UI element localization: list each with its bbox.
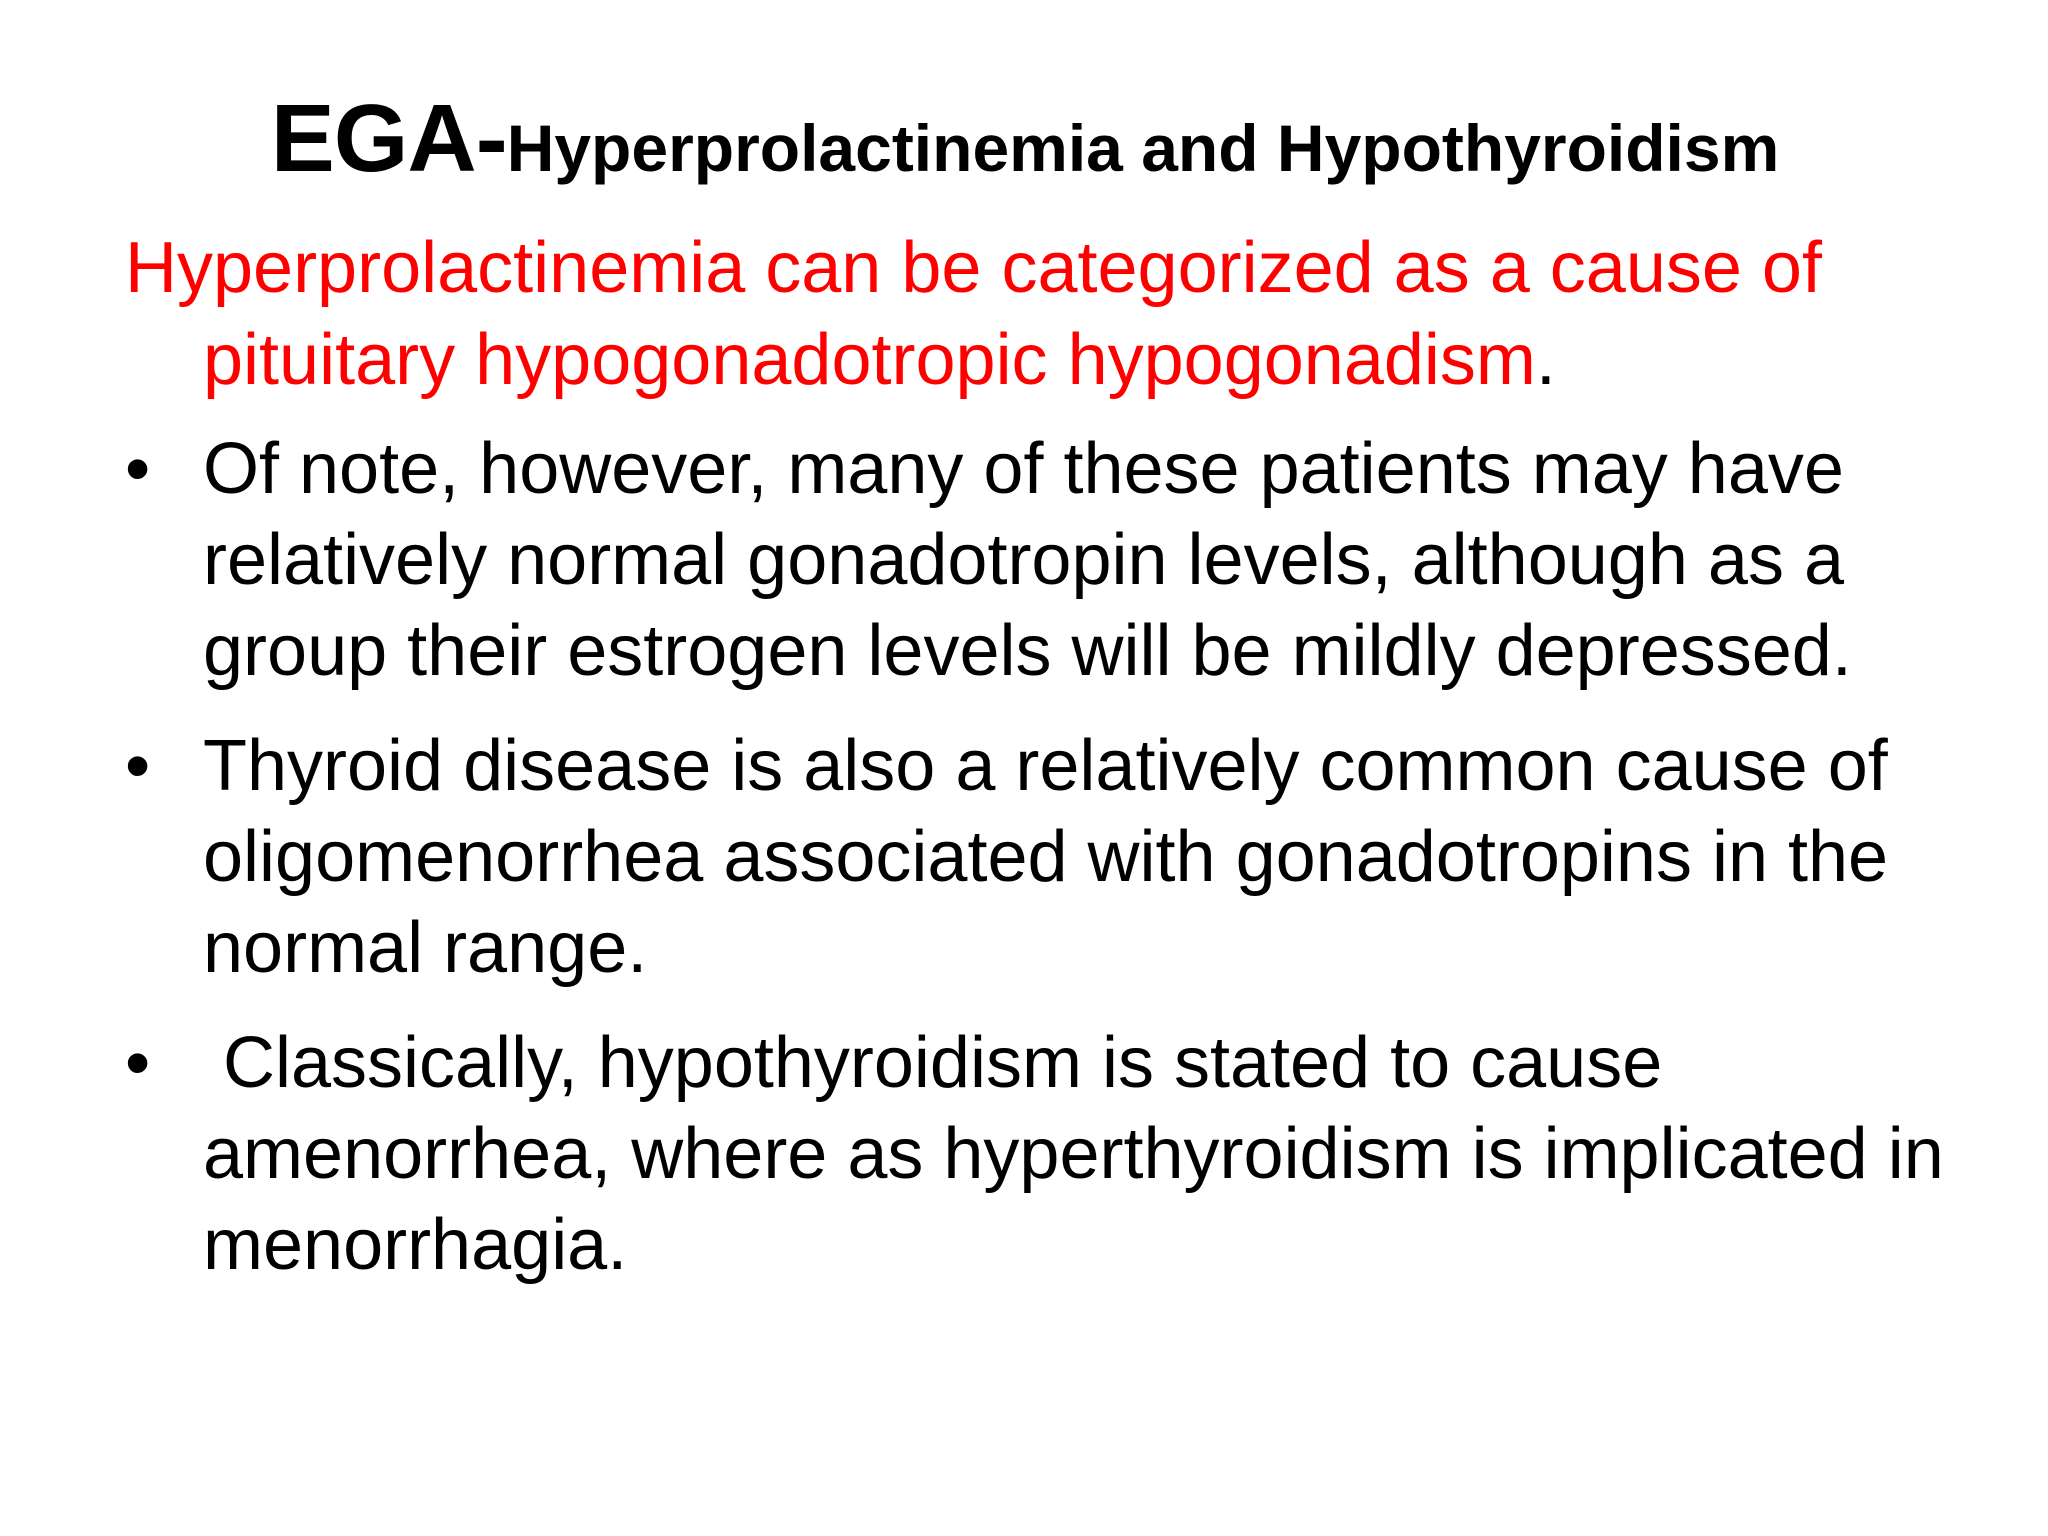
- intro-text: Hyperprolactinemia can be categorized as a cause of pituitary hypogonadotropic hypogonadism: [125, 228, 1822, 400]
- slide-title: [120, 86, 1930, 192]
- bullet-list: [125, 424, 1955, 1315]
- bullet-marker: •: [125, 726, 151, 806]
- title-suffix: Hyperprolactinemia and Hypothyroidism: [506, 111, 1780, 185]
- bullet-text: Classically, hypothyroidism is stated to cause amenorrhea, where as hyperthyroidism is implicated in menorrhagia.: [203, 1023, 1944, 1285]
- bullet-item: [125, 424, 1955, 697]
- bullet-marker: •: [125, 1023, 151, 1103]
- bullet-text: Thyroid disease is also a relatively common cause of oligomenorrhea associated with gonadotropins in the normal range.: [203, 726, 1889, 988]
- title-prefix: EGA-: [270, 85, 507, 192]
- bullet-text: Of note, however, many of these patients may have relatively normal gonadotropin levels, although as a group their estrogen levels will be mildly depressed.: [203, 429, 1852, 691]
- intro-statement: [125, 222, 2023, 406]
- bullet-marker: •: [125, 429, 151, 509]
- bullet-item: [125, 721, 1955, 994]
- bullet-item: [125, 1018, 1955, 1291]
- intro-end-punctuation: .: [1535, 320, 1556, 400]
